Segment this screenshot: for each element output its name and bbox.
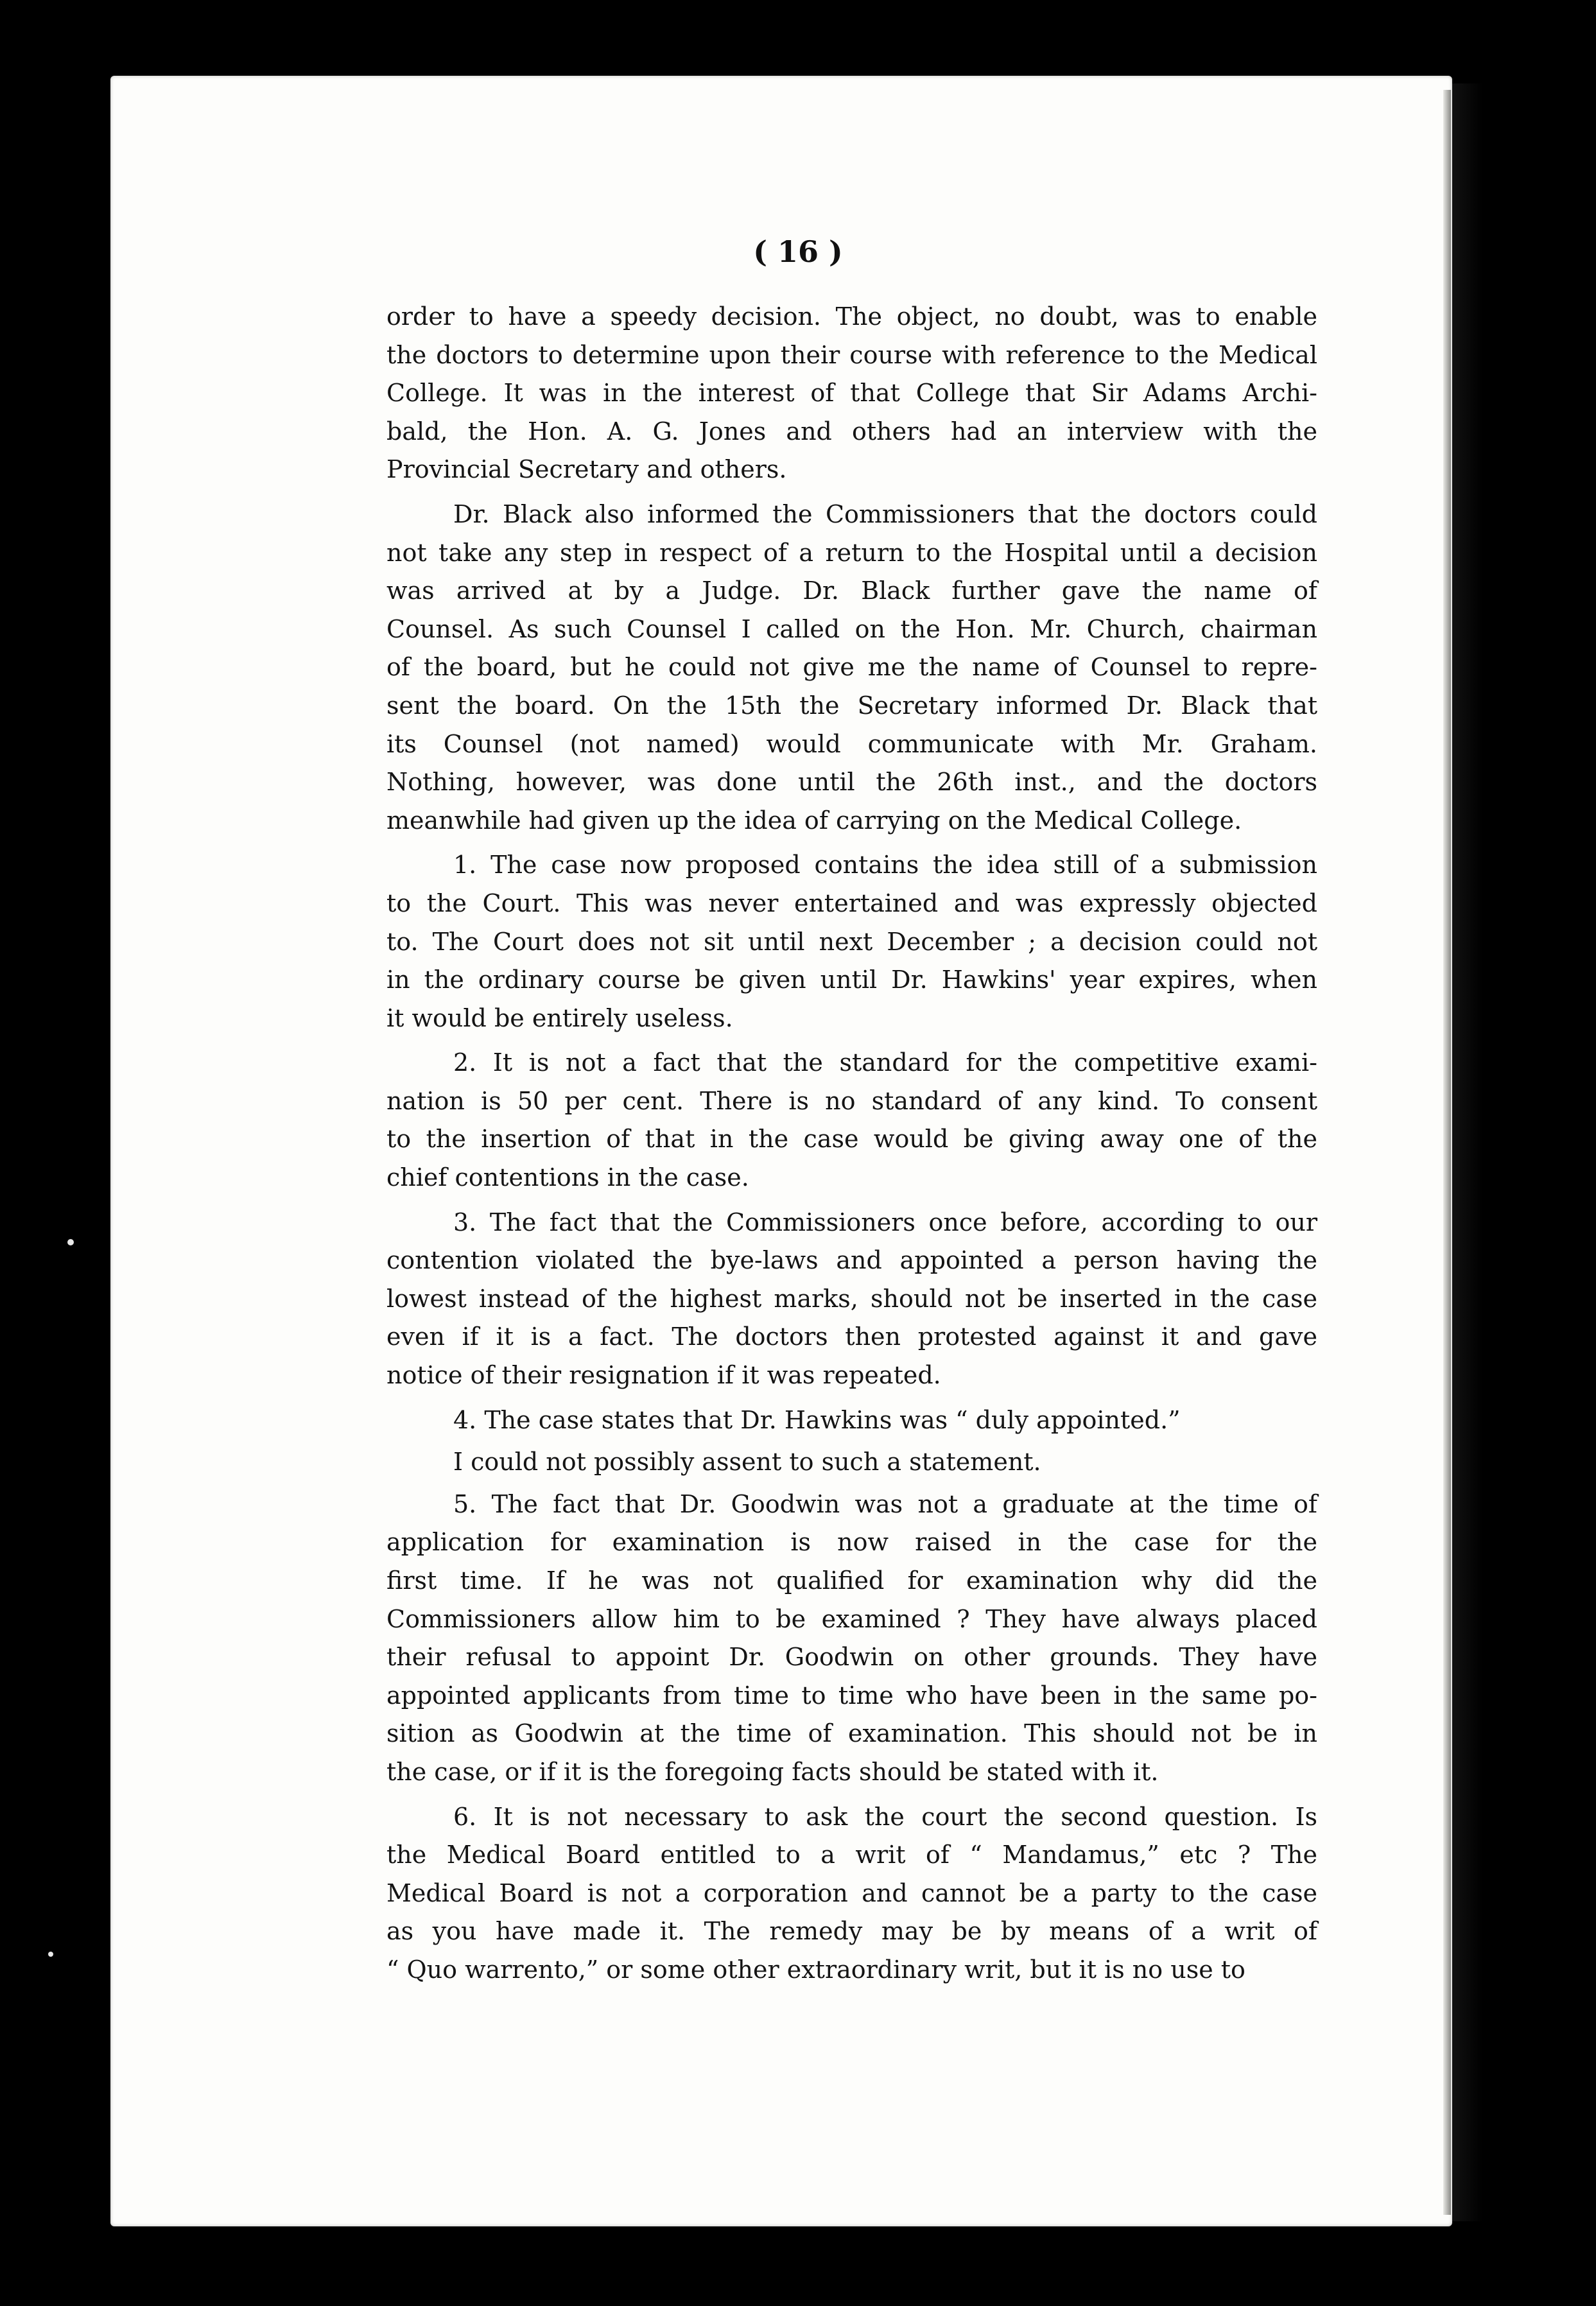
text-line: was arrived at by a Judge. Dr. Black further gave the name of: [386, 576, 1317, 605]
text-line: sition as Goodwin at the time of examination. This should not be in: [386, 1719, 1317, 1748]
text-line: Dr. Black also informed the Commissioners that the doctors could: [453, 499, 1317, 528]
text-line: the doctors to determine upon their course with reference to the Medical: [386, 340, 1317, 369]
text-line: Counsel. As such Counsel I called on the Hon. Mr. Church, chairman: [386, 614, 1317, 643]
text-line: to the insertion of that in the case would be giving away one of the: [386, 1125, 1317, 1154]
page-number: ( 16 ): [753, 234, 843, 269]
text-line: of the board, but he could not give me the name of Counsel to repre-: [386, 653, 1317, 682]
paragraph: [386, 1401, 1317, 1440]
text-line: College. It was in the interest of that College that Sir Adams Archi-: [386, 379, 1317, 408]
text-line: I could not possibly assent to such a statement.: [453, 1448, 1041, 1477]
scan-speck: [48, 1952, 53, 1957]
text-line: the Medical Board entitled to a writ of “ Mandamus,” etc ? The: [386, 1841, 1317, 1869]
text-line: its Counsel (not named) would communicate with Mr. Graham.: [386, 729, 1317, 758]
text-line: order to have a speedy decision. The object, no doubt, was to enable: [386, 302, 1317, 331]
text-line: it would be entirely useless.: [386, 1003, 733, 1032]
text-line: the case, or if it is the foregoing facts should be stated with it.: [386, 1757, 1159, 1786]
page-edge: [1443, 90, 1451, 2215]
text-line: even if it is a fact. The doctors then protested against it and gave: [386, 1322, 1317, 1351]
paragraph: [386, 496, 1317, 840]
body-text: [386, 298, 1317, 1990]
text-line: 6. It is not necessary to ask the court the second question. Is: [453, 1802, 1317, 1831]
paragraph: [386, 1798, 1317, 1990]
text-line: nation is 50 per cent. There is no standard of any kind. To consent: [386, 1086, 1317, 1115]
text-line: as you have made it. The remedy may be by means of a writ of: [386, 1917, 1317, 1946]
text-line: lowest instead of the highest marks, should not be inserted in the case: [386, 1284, 1317, 1313]
paragraph: [386, 1486, 1317, 1792]
text-line: 2. It is not a fact that the standard for the competitive exami-: [453, 1048, 1317, 1077]
text-line: contention violated the bye-laws and appointed a person having the: [386, 1246, 1317, 1275]
paragraph: [386, 1443, 1317, 1482]
text-line: sent the board. On the 15th the Secretary informed Dr. Black that: [386, 691, 1317, 720]
text-line: 3. The fact that the Commissioners once before, according to our: [453, 1208, 1317, 1236]
text-line: Provincial Secretary and others.: [386, 455, 787, 484]
text-line: “ Quo warrento,” or some other extraordinary writ, but it is no use to: [386, 1955, 1245, 1984]
text-line: not take any step in respect of a return to the Hospital until a decision: [386, 538, 1317, 567]
text-line: in the ordinary course be given until Dr. Hawkins' year expires, when: [386, 966, 1317, 994]
text-line: meanwhile had given up the idea of carrying on the Medical College.: [386, 806, 1242, 835]
paragraph: [386, 1204, 1317, 1395]
text-line: to. The Court does not sit until next December ; a decision could not: [386, 927, 1317, 956]
text-line: 1. The case now proposed contains the idea still of a submission: [453, 851, 1317, 880]
text-line: their refusal to appoint Dr. Goodwin on other grounds. They have: [386, 1643, 1317, 1672]
text-line: appointed applicants from time to time who have been in the same po-: [386, 1681, 1317, 1710]
text-line: to the Court. This was never entertained and was expressly objected: [386, 889, 1317, 917]
text-line: 5. The fact that Dr. Goodwin was not a graduate at the time of: [453, 1489, 1317, 1518]
text-line: Medical Board is not a corporation and cannot be a party to the case: [386, 1878, 1317, 1907]
text-line: application for examination is now raised in the case for the: [386, 1528, 1317, 1557]
binding-shadow: [1452, 83, 1483, 2221]
paragraph: [386, 846, 1317, 1037]
text-line: notice of their resignation if it was repeated.: [386, 1361, 941, 1390]
text-line: bald, the Hon. A. G. Jones and others had an interview with the: [386, 417, 1317, 446]
scan-speck: [67, 1239, 74, 1245]
text-line: chief contentions in the case.: [386, 1163, 749, 1192]
text-line: first time. If he was not qualified for examination why did the: [386, 1566, 1317, 1595]
text-line: Nothing, however, was done until the 26th inst., and the doctors: [386, 768, 1317, 797]
paragraph: [386, 1044, 1317, 1197]
paragraph: [386, 298, 1317, 489]
text-line: 4. The case states that Dr. Hawkins was “ duly appointed.”: [453, 1405, 1181, 1434]
text-line: Commissioners allow him to be examined ? They have always placed: [386, 1604, 1317, 1633]
